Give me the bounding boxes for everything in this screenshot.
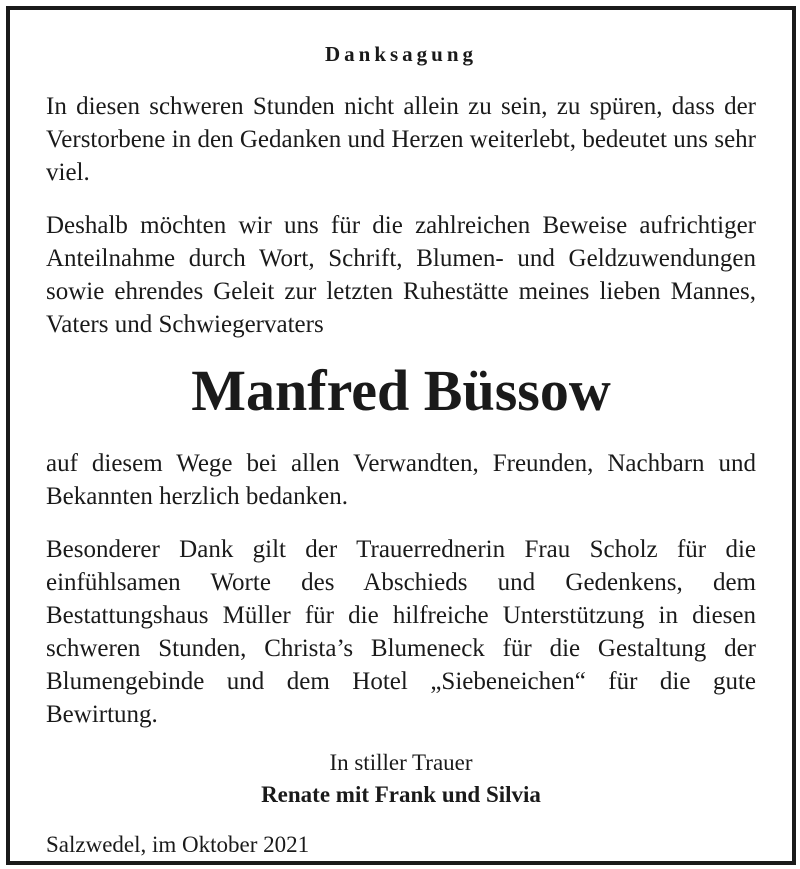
deceased-name: Manfred Büssow (191, 358, 611, 423)
notice-frame (6, 6, 796, 865)
closing-line: In stiller Trauer (329, 750, 473, 775)
paragraph-relatives: auf diesem Wege bei allen Verwandten, Freunden, Nachbarn und Bekannten herzlich bedanken. (46, 450, 756, 510)
place-date: Salzwedel, im Oktober 2021 (46, 832, 310, 857)
mourners-names: Renate mit Frank und Silvia (261, 782, 541, 807)
notice-heading: Danksagung (324, 42, 478, 66)
paragraph-special-thanks: Besonderer Dank gilt der Trauerrednerin Frau Scholz für die einfühlsamen Worte des Abschieds und Gedenkens, dem Bestattungshaus Müller für die hilfreiche Unterstützung in diesen schweren Stunden, Christa’s Blumeneck für die Gestaltung der Blumengebinde und dem Hotel „Siebeneichen“ für die gute Bewirtung. (46, 536, 756, 728)
notice-content (46, 40, 756, 861)
paragraph-intro: In diesen schweren Stunden nicht allein zu sein, zu spüren, dass der Verstorbene in den Gedanken und Herzen weiterlebt, bedeutet uns sehr viel. (46, 93, 756, 186)
paragraph-thanks: Deshalb möchten wir uns für die zahlreichen Beweise aufrichtiger Anteilnahme durch Wort, Schrift, Blumen- und Geldzuwendungen sowie ehrendes Geleit zur letzten Ruhestätte meines lieben Mannes, Vaters und Schwiegervaters (46, 212, 756, 338)
